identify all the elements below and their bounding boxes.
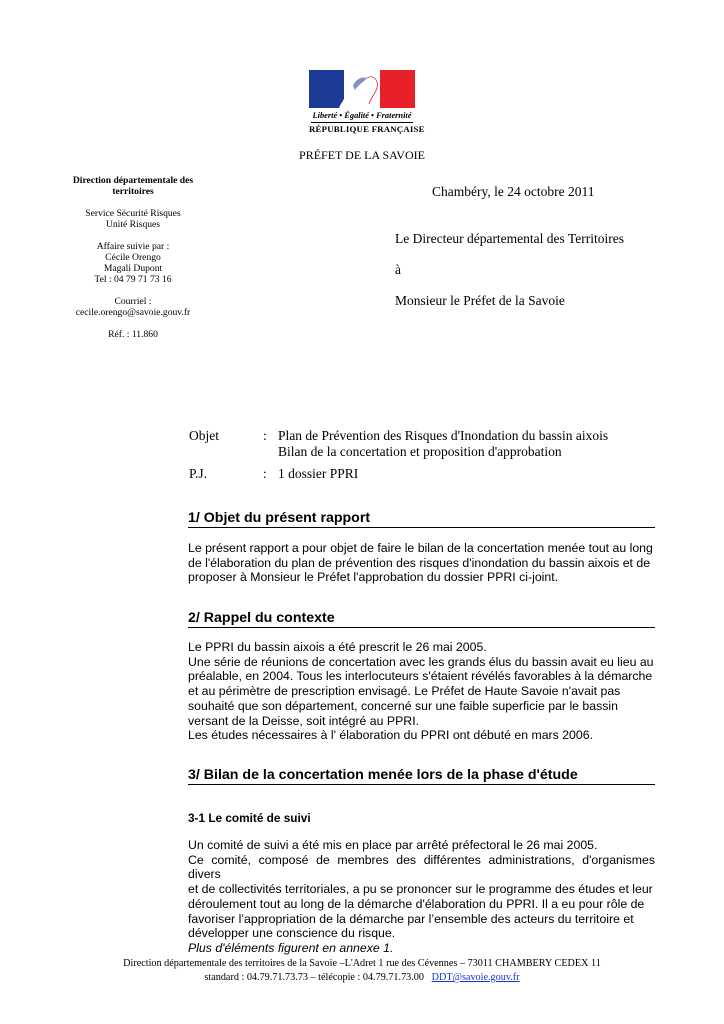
paragraph-line: Une série de réunions de concertation avec les grands élus du bassin avait eu lieu au — [188, 654, 654, 669]
from-line: Le Directeur départemental des Territoires — [395, 231, 624, 246]
paragraph-line: versant de la Deisse, soit intégré au PPRI. — [188, 713, 420, 728]
paragraph-line: proposer à Monsieur le Préfet l'approbation du dossier PPRI ci-joint. — [188, 570, 559, 585]
paragraph-line: Ce comité, composé de membres des différentes administrations, d'organismes divers — [188, 852, 655, 882]
footer-email-link[interactable]: DDT@savoie.gouv.fr — [431, 972, 520, 983]
objet-line-2: Bilan de la concertation et proposition d'approbation — [278, 444, 562, 459]
section-1-paragraph — [188, 541, 655, 585]
pj-value: 1 dossier PPRI — [278, 466, 359, 481]
pj-colon: : — [263, 466, 267, 481]
sender-unit: Unité Risques — [105, 219, 161, 230]
objet-label: Objet — [189, 428, 219, 443]
objet-line-1: Plan de Prévention des Risques d'Inondation du bassin aixois — [278, 428, 609, 443]
contact-email: cecile.orengo@savoie.gouv.fr — [75, 307, 191, 318]
affaire-label: Affaire suivie par : — [96, 241, 170, 252]
sender-direction-2: territoires — [112, 186, 154, 197]
paragraph-line: et au périmètre de prescription envisagé. Le Préfet de Haute Savoie n'avait pas — [188, 684, 621, 699]
paragraph-line: préalable, en 2004. Tous les interlocuteurs s'étaient révélés favorables à la démarche — [188, 669, 653, 684]
republic-text: RÉPUBLIQUE FRANÇAISE — [309, 124, 425, 134]
motto-text: Liberté • Égalité • Fraternité — [312, 111, 412, 120]
section-1-title: 1/ Objet du présent rapport — [188, 510, 655, 528]
annex-note: Plus d'éléments figurent en annexe 1. — [188, 940, 394, 955]
to-line: Monsieur le Préfet de la Savoie — [395, 293, 565, 308]
footer-contact — [0, 972, 724, 983]
paragraph-line: Les études nécessaires à l' élaboration du PPRI ont débuté en mars 2006. — [188, 728, 593, 743]
contact-person-1: Cécile Orengo — [105, 252, 161, 263]
reference: Réf. : 11.860 — [108, 329, 158, 340]
paragraph-line: déroulement tout au long de la démarche d'élaboration du PPRI. Il a eu pour rôle de — [188, 896, 645, 911]
paragraph-line: favoriser l’appropriation de la démarche par l’ensemble des acteurs du territoire et — [188, 911, 634, 926]
section-3-title: 3/ Bilan de la concertation menée lors de la phase d'étude — [188, 767, 655, 785]
to-word: à — [395, 262, 401, 277]
paragraph-line: de l'élaboration du plan de prévention des risques d'inondation du bassin aixois et de — [188, 555, 651, 570]
prefet-heading: PRÉFET DE LA SAVOIE — [299, 148, 425, 162]
footer-phone: standard : 04.79.71.73.73 – télécopie : 04.79.71.73.00 — [204, 972, 424, 983]
paragraph-line: Un comité de suivi a été mis en place par arrêté préfectoral le 26 mai 2005. — [188, 838, 598, 852]
paragraph-line: souhaité que son département, concerné sur une faible superficie par le bassin — [188, 698, 618, 713]
courriel-label: Courriel : — [114, 296, 152, 307]
section-3-1-paragraph — [188, 838, 655, 956]
objet-colon: : — [263, 428, 267, 443]
sender-service: Service Sécurité Risques — [85, 208, 181, 219]
footer-address: Direction départementale des territoires de la Savoie –L'Adret 1 rue des Cévennes – 73011 CHAMBERY CEDEX 11 — [123, 958, 601, 969]
paragraph-line: Le présent rapport a pour objet de faire le bilan de la concertation menée tout au long — [188, 541, 653, 555]
section-2-paragraph — [188, 640, 655, 743]
sender-direction: Direction départementale des — [72, 175, 194, 186]
contact-person-2: Magali Dupont — [103, 263, 163, 274]
paragraph-line: Le PPRI du bassin aixois a été prescrit le 26 mai 2005. — [188, 640, 487, 654]
date-line: Chambéry, le 24 octobre 2011 — [432, 184, 595, 199]
pj-label: P.J. — [189, 466, 208, 481]
contact-tel: Tel : 04 79 71 73 16 — [94, 274, 172, 285]
tricolor-flag-icon — [309, 70, 415, 108]
marianne-logo — [309, 70, 425, 134]
paragraph-line: développer une conscience du risque. — [188, 926, 396, 941]
section-3-1-title: 3-1 Le comité de suivi — [188, 811, 311, 825]
section-2-title: 2/ Rappel du contexte — [188, 610, 655, 628]
paragraph-line: et de collectivités territoriales, a pu se prononcer sur le programme des études et leur — [188, 882, 653, 897]
